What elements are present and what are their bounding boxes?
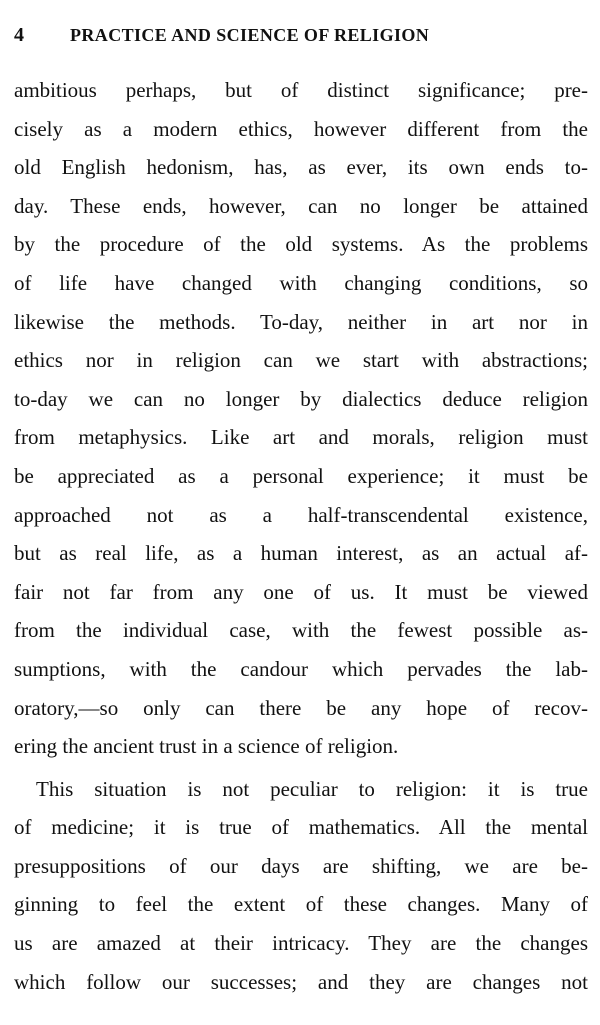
text-line: ethics nor in religion can we start with abstractions; [14, 348, 588, 373]
paragraph [14, 71, 588, 766]
text-line: be appreciated as a personal experience; it must be [14, 463, 588, 488]
text-line: to-day we can no longer by dialectics deduce religion [14, 386, 588, 411]
body-text [14, 71, 588, 1001]
text-line: ginning to feel the extent of these changes. Many of [14, 892, 588, 917]
text-line: fair not far from any one of us. It must be viewed [14, 579, 588, 604]
text-line: ering the ancient trust in a science of religion. [14, 734, 399, 759]
text-line: us are amazed at their intricacy. They are the changes [14, 931, 588, 956]
text-line: likewise the methods. To-day, neither in art nor in [14, 309, 588, 334]
text-line: approached not as a half-transcendental existence, [14, 502, 588, 527]
text-line: of life have changed with changing conditions, so [14, 270, 588, 295]
text-line: which follow our successes; and they are changes not [14, 969, 588, 994]
text-line: oratory,—so only can there be any hope of recov- [14, 695, 588, 720]
text-line: but as real life, as a human interest, as an actual af- [14, 541, 588, 566]
page-header [14, 24, 584, 54]
text-line: from the individual case, with the fewest possible as- [14, 618, 588, 643]
paragraph [14, 770, 588, 1002]
text-line: This situation is not peculiar to religion: it is true [36, 776, 588, 801]
text-line: presuppositions of our days are shifting, we are be- [14, 853, 588, 878]
text-line: from metaphysics. Like art and morals, religion must [14, 425, 588, 450]
text-line: ambitious perhaps, but of distinct significance; pre- [14, 78, 588, 102]
text-line: day. These ends, however, can no longer be attained [14, 193, 588, 218]
text-line: of medicine; it is true of mathematics. All the mental [14, 815, 588, 840]
running-head: PRACTICE AND SCIENCE OF RELIGION [70, 25, 430, 45]
text-line: by the procedure of the old systems. As the problems [14, 232, 588, 257]
page-number: 4 [14, 24, 24, 46]
text-line: old English hedonism, has, as ever, its own ends to- [14, 155, 588, 180]
text-line: sumptions, with the candour which pervades the lab- [14, 656, 588, 681]
text-line: cisely as a modern ethics, however different from the [14, 116, 588, 141]
